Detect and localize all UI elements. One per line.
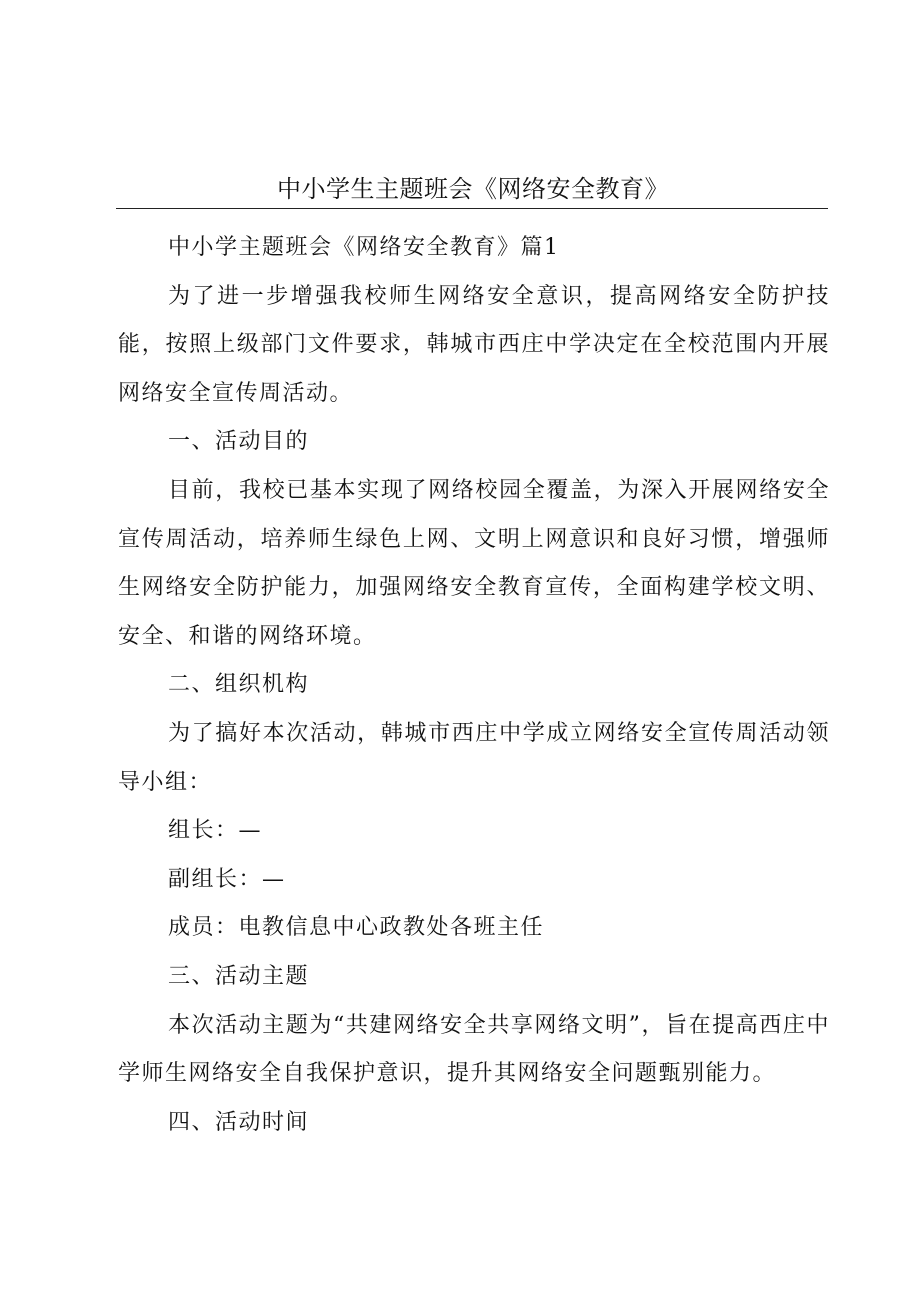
theme-paragraph: 本次活动主题为“共建网络安全共享网络文明”，旨在提高西庄中学师生网络安全自我保护意识，提升其网络安全问题甄别能力。 (118, 1012, 830, 1087)
section-subtitle: 中小学主题班会《网络安全教育》篇1 (168, 235, 560, 260)
leader-line: 组长：— (168, 818, 263, 844)
intro-paragraph: 为了进一步增强我校师生网络安全意识，提高网络安全防护技能，按照上级部门文件要求，韩城市西庄中学决定在全校范围内开展网络安全宣传周活动。 (118, 283, 830, 406)
members-line: 成员：电教信息中心政教处各班主任 (168, 915, 545, 941)
purpose-paragraph: 目前，我校已基本实现了网络校园全覆盖，为深入开展网络安全宣传周活动，培养师生绿色上网、文明上网意识和良好习惯，增强师生网络安全防护能力，加强网络安全教育宣传，全面构建学校文明、安全、和谐的网络环境。 (118, 477, 830, 649)
deputy-leader-line: 副组长：— (168, 866, 286, 892)
title-underline (116, 208, 828, 209)
organization-paragraph: 为了搞好本次活动，韩城市西庄中学成立网络安全宣传周活动领导小组： (118, 720, 830, 795)
heading-activity-time: 四、活动时间 (168, 1109, 310, 1135)
heading-organization: 二、组织机构 (168, 672, 310, 698)
document-body (118, 224, 830, 1147)
heading-activity-theme: 三、活动主题 (168, 963, 310, 989)
heading-activity-purpose: 一、活动目的 (168, 429, 310, 455)
document-title: 中小学生主题班会《网络安全教育》 (277, 175, 669, 203)
